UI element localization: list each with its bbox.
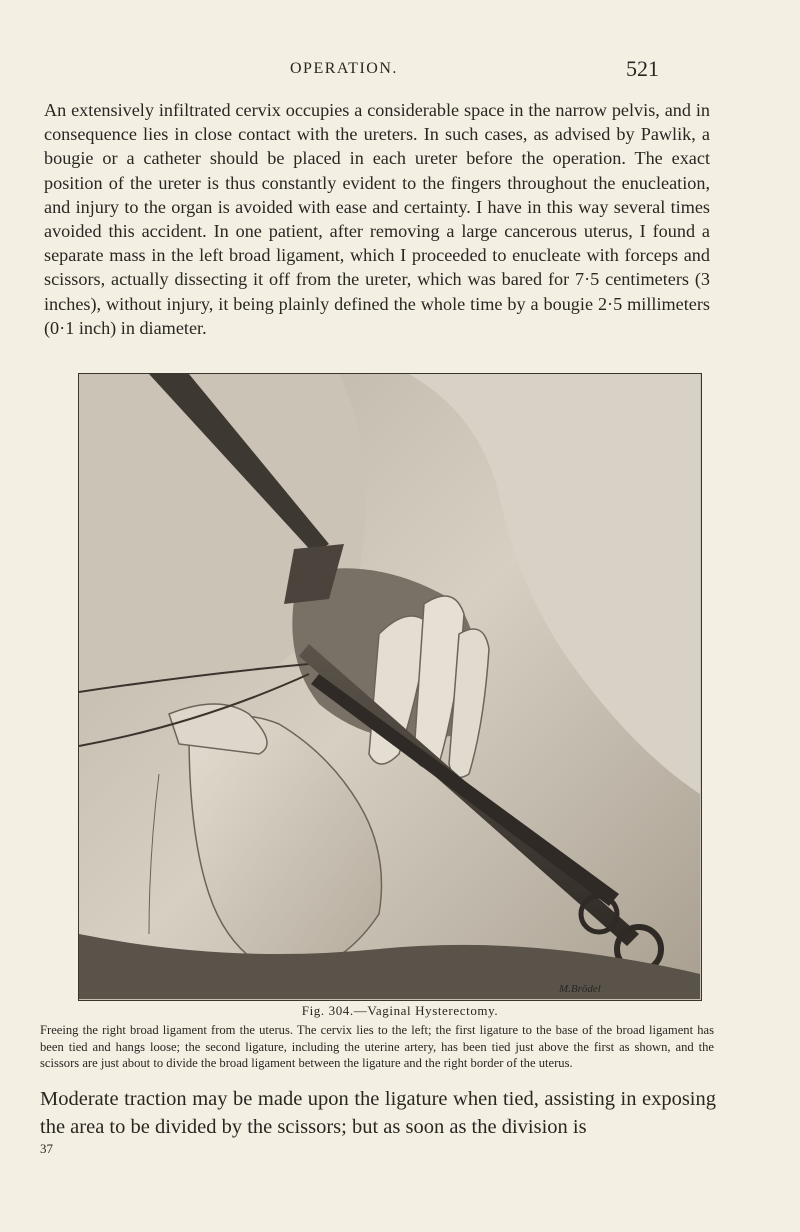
continuation-paragraph: Moderate traction may be made upon the ligature when tied, assisting in exposing the area to be divided by the scissors; but as soon as the division is [40,1088,716,1138]
figure-illustration [78,373,702,1001]
figure-caption: Freeing the right broad ligament from the uterus. The cervix lies to the left; the first ligature to the base of the broad ligament has been tied and hangs loose; the second ligature, including the uterine artery, has been tied just above the first as shown, and the scissors are just about to divide the broad ligament between the ligature and the right border of the uterus. [40,1023,714,1070]
illustrator-signature: M.Brödel [559,983,601,995]
signature-mark: 37 [40,1141,53,1156]
page-header [0,52,800,82]
body-paragraph: An extensively infiltrated cervix occupies a considerable space in the narrow pelvis, and in consequence lies in close contact with the ureters. In such cases, as advised by Pawlik, a bougie or a catheter should be placed in each ureter before the operation. The exact position of the ureter is thus constantly evident to the fingers throughout the enucleation, and injury to the organ is avoided with ease and certainty. I have in this way several times avoided this accident. In one patient, after removing a large cancerous uterus, I found a separate mass in the left broad ligament, which I proceeded to enucleate with forceps and scissors, actually dissecting it off from the ureter, which was bared for 7·5 centimeters (3 inches), without injury, it being plainly defined the whole time by a bougie 2·5 millimeters (0·1 inch) in diameter. [44,100,710,338]
page-number: 521 [626,56,659,81]
figure-title: Fig. 304.—Vaginal Hysterectomy. [301,1003,499,1018]
running-head: OPERATION. [290,60,398,77]
